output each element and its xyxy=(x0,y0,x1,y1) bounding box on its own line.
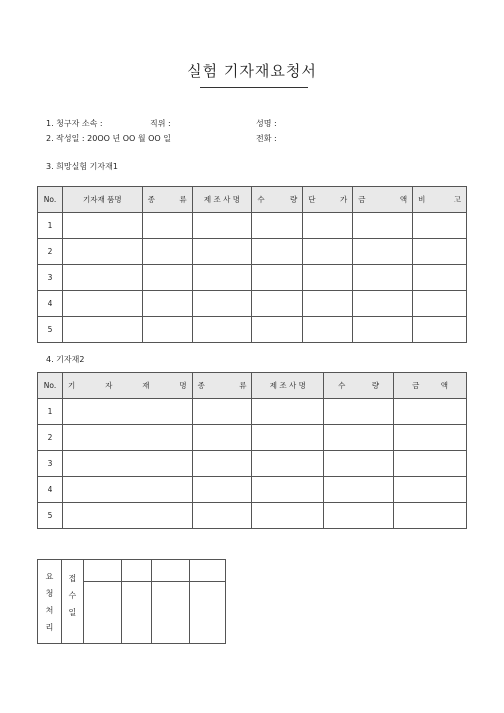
table-cell[interactable] xyxy=(252,425,324,451)
table-cell[interactable] xyxy=(324,425,394,451)
table-cell[interactable] xyxy=(353,239,413,265)
table-cell[interactable] xyxy=(303,213,353,239)
table-cell[interactable] xyxy=(62,291,142,317)
row-number: 4 xyxy=(38,477,63,503)
table-cell[interactable] xyxy=(192,399,252,425)
row-number: 3 xyxy=(38,451,63,477)
table-cell[interactable] xyxy=(62,213,142,239)
table-cell[interactable] xyxy=(252,291,303,317)
table-cell[interactable] xyxy=(413,317,467,343)
table-cell[interactable] xyxy=(303,317,353,343)
row-number: 5 xyxy=(38,503,63,529)
table-cell[interactable] xyxy=(252,317,303,343)
table-cell[interactable] xyxy=(353,291,413,317)
table-cell[interactable] xyxy=(62,477,192,503)
table-cell[interactable] xyxy=(62,451,192,477)
table-cell[interactable] xyxy=(252,477,324,503)
table-row xyxy=(38,399,467,425)
table-cell[interactable] xyxy=(142,291,192,317)
row-number: 5 xyxy=(38,317,63,343)
table-cell[interactable] xyxy=(413,239,467,265)
table-cell[interactable] xyxy=(353,265,413,291)
table1-header-manufacturer: 제 조 사 명 xyxy=(192,187,252,213)
table-cell[interactable] xyxy=(252,239,303,265)
request-processing-label: 요 청 처 리 xyxy=(38,560,62,644)
table-cell[interactable] xyxy=(324,503,394,529)
table-row xyxy=(38,503,467,529)
table-cell[interactable] xyxy=(394,425,467,451)
table-cell[interactable] xyxy=(303,265,353,291)
processing-cell[interactable] xyxy=(83,582,121,644)
table2-header-no: No. xyxy=(38,373,63,399)
table-cell[interactable] xyxy=(252,451,324,477)
table-cell[interactable] xyxy=(192,239,252,265)
table-row xyxy=(38,317,467,343)
table-cell[interactable] xyxy=(252,503,324,529)
table-cell[interactable] xyxy=(192,317,252,343)
table1-header-item-name: 기자재 품명 xyxy=(62,187,142,213)
row-number: 2 xyxy=(38,425,63,451)
table1-header-no: No. xyxy=(38,187,63,213)
table2-header-manufacturer: 제 조 사 명 xyxy=(252,373,324,399)
table-row xyxy=(38,451,467,477)
row-number: 1 xyxy=(38,399,63,425)
processing-cell[interactable] xyxy=(121,560,152,582)
table2-header-equipment-name: 기 자 재 명 xyxy=(62,373,192,399)
table-cell[interactable] xyxy=(142,213,192,239)
table1-header-type: 종 류 xyxy=(142,187,192,213)
table-cell[interactable] xyxy=(353,213,413,239)
table-cell[interactable] xyxy=(62,317,142,343)
table-cell[interactable] xyxy=(142,239,192,265)
table1-header-remarks: 비 고 xyxy=(413,187,467,213)
table-cell[interactable] xyxy=(324,451,394,477)
receipt-date-label: 접 수 일 xyxy=(61,560,83,644)
table-row xyxy=(38,425,467,451)
table-cell[interactable] xyxy=(142,317,192,343)
section4-heading: 4. 기자재2 xyxy=(46,355,85,364)
date-label: 2. 작성일 : 20OO 년 OO 월 OO 일 xyxy=(46,134,172,143)
table-cell[interactable] xyxy=(252,399,324,425)
row-number: 4 xyxy=(38,291,63,317)
table-cell[interactable] xyxy=(324,477,394,503)
requester-affiliation-label: 1. 청구자 소속 : xyxy=(46,119,103,128)
processing-cell[interactable] xyxy=(83,560,121,582)
title-underline xyxy=(200,87,308,88)
table-row xyxy=(38,477,467,503)
table1-header-row xyxy=(38,187,467,213)
table-cell[interactable] xyxy=(324,399,394,425)
processing-cell[interactable] xyxy=(190,560,226,582)
table-cell[interactable] xyxy=(394,451,467,477)
table-cell[interactable] xyxy=(303,239,353,265)
processing-cell[interactable] xyxy=(152,560,190,582)
table-cell[interactable] xyxy=(192,291,252,317)
table-cell[interactable] xyxy=(62,239,142,265)
table1-header-amount: 금 액 xyxy=(353,187,413,213)
table-cell[interactable] xyxy=(192,503,252,529)
document-title: 실험 기자재요청서 xyxy=(187,62,317,80)
table2-header-quantity: 수 량 xyxy=(324,373,394,399)
table2-header-row xyxy=(38,373,467,399)
row-number: 2 xyxy=(38,239,63,265)
table-cell[interactable] xyxy=(413,291,467,317)
table-cell[interactable] xyxy=(413,265,467,291)
table2-header-type: 종 류 xyxy=(192,373,252,399)
table-row xyxy=(38,291,467,317)
row-number: 3 xyxy=(38,265,63,291)
table-cell[interactable] xyxy=(394,477,467,503)
processing-cell[interactable] xyxy=(152,582,190,644)
row-number: 1 xyxy=(38,213,63,239)
table2-header-amount: 금 액 xyxy=(394,373,467,399)
table-cell[interactable] xyxy=(62,425,192,451)
table-cell[interactable] xyxy=(252,213,303,239)
equipment-table-1 xyxy=(37,186,467,343)
table1-header-quantity: 수 량 xyxy=(252,187,303,213)
processing-cell[interactable] xyxy=(121,582,152,644)
table-row xyxy=(38,239,467,265)
table-cell[interactable] xyxy=(413,213,467,239)
table-cell[interactable] xyxy=(394,503,467,529)
table-cell[interactable] xyxy=(192,425,252,451)
table-cell[interactable] xyxy=(192,477,252,503)
table-cell[interactable] xyxy=(142,265,192,291)
table-cell[interactable] xyxy=(62,399,192,425)
table-cell[interactable] xyxy=(62,265,142,291)
equipment-table-2 xyxy=(37,372,467,529)
table-cell[interactable] xyxy=(394,399,467,425)
position-label: 직위 : xyxy=(150,119,171,128)
table-row xyxy=(38,213,467,239)
table-cell[interactable] xyxy=(62,503,192,529)
table-cell[interactable] xyxy=(252,265,303,291)
processing-table xyxy=(37,559,226,644)
table1-header-unit-price: 단 가 xyxy=(303,187,353,213)
phone-label: 전화 : xyxy=(256,134,277,143)
name-label: 성명 : xyxy=(256,119,277,128)
table-cell[interactable] xyxy=(192,265,252,291)
table-row xyxy=(38,265,467,291)
section3-heading: 3. 희망실험 기자재1 xyxy=(46,162,118,171)
table-cell[interactable] xyxy=(353,317,413,343)
table-cell[interactable] xyxy=(303,291,353,317)
processing-cell[interactable] xyxy=(190,582,226,644)
table-cell[interactable] xyxy=(192,213,252,239)
table-cell[interactable] xyxy=(192,451,252,477)
